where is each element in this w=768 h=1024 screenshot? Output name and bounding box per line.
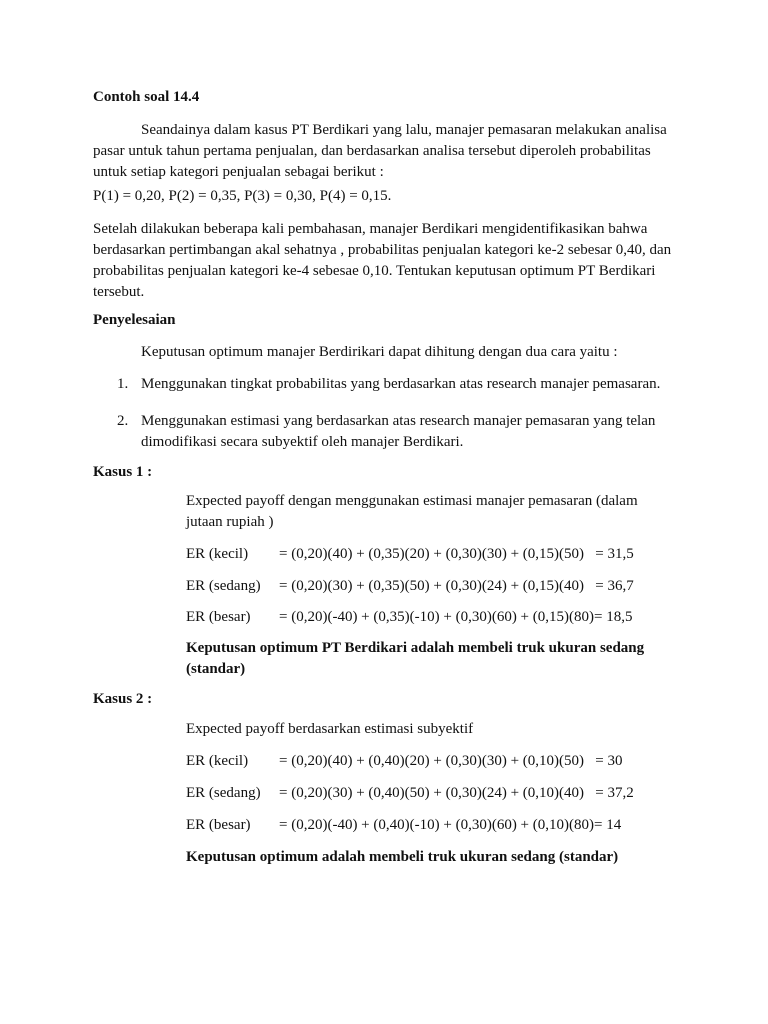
- case2-description: Expected payoff berdasarkan estimasi subyektif: [186, 721, 474, 737]
- case1-conclusion: Keputusan optimum PT Berdikari adalah membeli truk ukuran sedang (standar): [186, 640, 645, 677]
- revision-paragraph: Setelah dilakukan beberapa kali pembahasan, manajer Berdikari mengidentifikasikan bahwa berdasarkan pertimbangan akal sehatnya , probabilitas penjualan kategori ke-2 sebesar 0,40, dan probabilitas penjualan kategori ke-4 sebesae 0,10. Tentukan keputusan optimum PT Berdikari tersebut.: [93, 221, 672, 300]
- list-text: Menggunakan tingkat probabilitas yang berdasarkan atas research manajer pemasaran.: [141, 376, 661, 392]
- intro-paragraph: Seandainya dalam kasus PT Berdikari yang lalu, manajer pemasaran melakukan analisa pasar untuk tahun pertama penjualan, dan berdasarkan analisa tersebut diperoleh probabilitas untuk setiap kategori penjualan sebagai berikut :: [93, 122, 667, 180]
- list-text: Menggunakan estimasi yang berdasarkan atas research manajer pemasaran yang telan dimodifikasi secara subyektif oleh manajer Berdikari.: [141, 413, 656, 450]
- er-formula: = (0,20)(30) + (0,40)(50) + (0,30)(24) + (0,10)(40) = 37,2: [279, 785, 634, 801]
- case1-description: Expected payoff dengan menggunakan estimasi manajer pemasaran (dalam jutaan rupiah ): [186, 493, 638, 530]
- er-label: ER (besar): [186, 609, 251, 625]
- er-label: ER (kecil): [186, 753, 249, 769]
- er-label: ER (sedang): [186, 785, 261, 801]
- list-number: 1.: [117, 376, 129, 392]
- er-label: ER (besar): [186, 817, 251, 833]
- er-formula: = (0,20)(40) + (0,40)(20) + (0,30)(30) + (0,10)(50) = 30: [279, 753, 623, 769]
- solution-intro: Keputusan optimum manajer Berdirikari dapat dihitung dengan dua cara yaitu :: [141, 344, 618, 360]
- probabilities-line: P(1) = 0,20, P(2) = 0,35, P(3) = 0,30, P(4) = 0,15.: [93, 188, 392, 204]
- er-formula: = (0,20)(40) + (0,35)(20) + (0,30)(30) + (0,15)(50) = 31,5: [279, 546, 634, 562]
- case2-heading: Kasus 2 :: [93, 691, 153, 707]
- er-label: ER (sedang): [186, 578, 261, 594]
- er-formula: = (0,20)(-40) + (0,40)(-10) + (0,30)(60) + (0,10)(80)= 14: [279, 817, 622, 833]
- er-formula: = (0,20)(-40) + (0,35)(-10) + (0,30)(60) + (0,15)(80)= 18,5: [279, 609, 633, 625]
- page-title: Contoh soal 14.4: [93, 89, 200, 105]
- case2-conclusion: Keputusan optimum adalah membeli truk ukuran sedang (standar): [186, 849, 619, 865]
- solution-heading: Penyelesaian: [93, 312, 176, 328]
- list-number: 2.: [117, 413, 129, 429]
- case1-heading: Kasus 1 :: [93, 464, 153, 480]
- er-label: ER (kecil): [186, 546, 249, 562]
- er-formula: = (0,20)(30) + (0,35)(50) + (0,30)(24) + (0,15)(40) = 36,7: [279, 578, 634, 594]
